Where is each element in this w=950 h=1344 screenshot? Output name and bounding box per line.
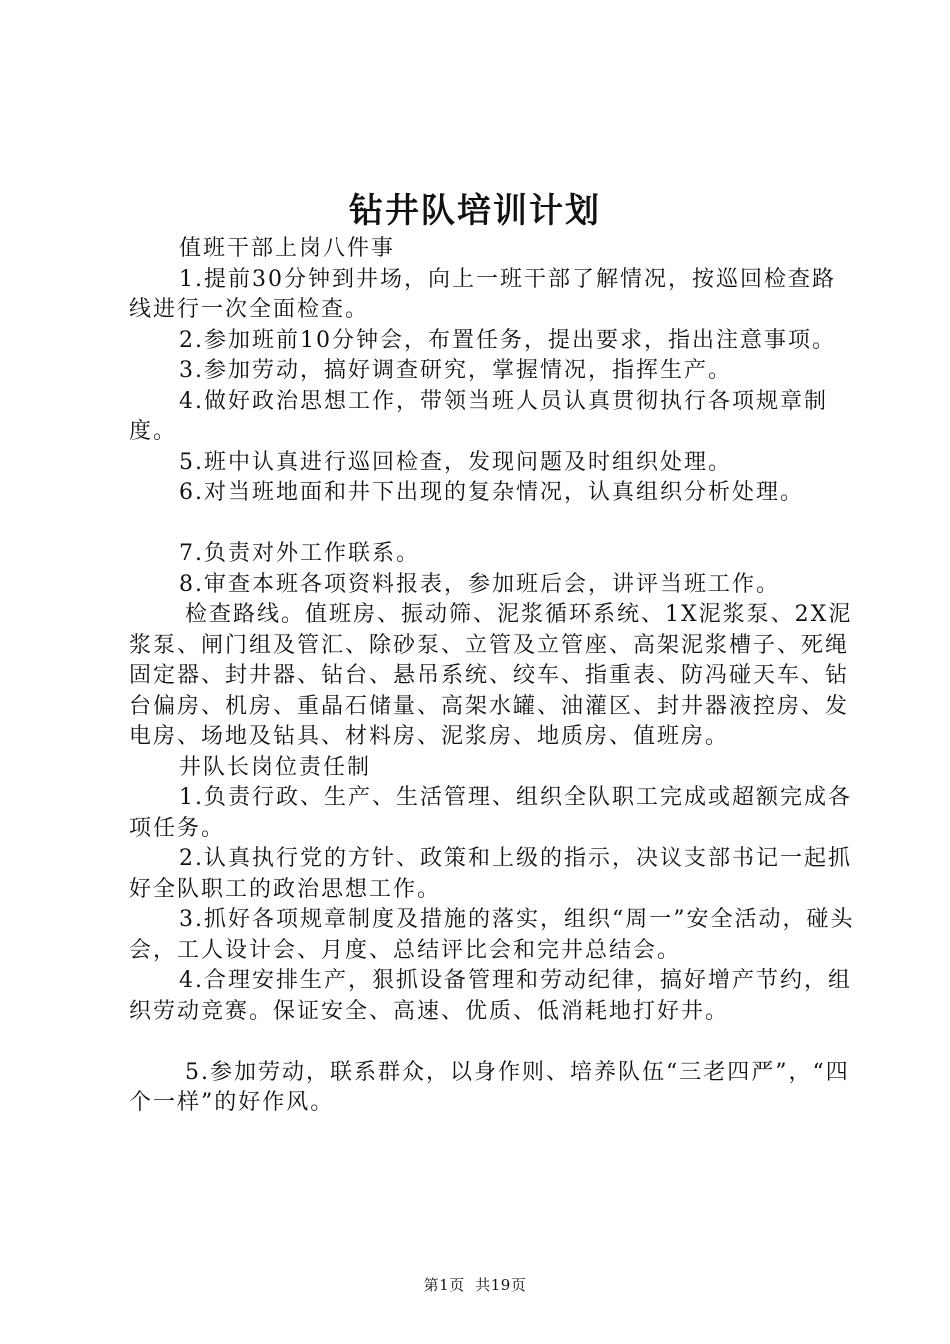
section-heading-duty-cadre: 值班干部上岗八件事 bbox=[179, 236, 396, 261]
duty-item-2: 2.参加班前10分钟会，布置任务，提出要求，指出注意事项。 bbox=[179, 327, 836, 353]
blank-line bbox=[129, 509, 857, 540]
captain-item-1: 1.负责行政、生产、生活管理、组织全队职工完成或超额完成各项任务。 bbox=[129, 785, 852, 841]
duty-item-6: 6.对当班地面和井下出现的复杂情况，认真组织分析处理。 bbox=[179, 480, 804, 505]
page-total: 共19页 bbox=[475, 1276, 527, 1294]
page-title: 钻井队培训计划 bbox=[349, 191, 601, 231]
captain-item-2: 2.认真执行党的方针、政策和上级的指示，决议支部书记一起抓好全队职工的政治思想工作。 bbox=[129, 846, 852, 902]
document-body bbox=[129, 234, 857, 1119]
captain-item-5: 5.参加劳动，联系群众，以身作则、培养队伍“三老四严”，“四个一样”的好作风。 bbox=[129, 1059, 850, 1115]
captain-item-3: 3.抓好各项规章制度及措施的落实，组织“周一”安全活动，碰头会，工人设计会、月度、总结评比会和完井总结会。 bbox=[129, 907, 855, 963]
page-number: 第1页 bbox=[423, 1276, 465, 1294]
duty-item-5: 5.班中认真进行巡回检查，发现问题及时组织处理。 bbox=[179, 449, 732, 475]
duty-item-1: 1.提前30分钟到井场，向上一班干部了解情况，按巡回检查路线进行一次全面检查。 bbox=[129, 266, 836, 322]
page-footer bbox=[0, 1274, 950, 1295]
duty-item-8: 8.审查本班各项资料报表，参加班后会，讲评当班工作。 bbox=[179, 571, 780, 597]
inspection-route: 检查路线。值班房、振动筛、泥浆循环系统、1X泥浆泵、2X泥浆泵、闸门组及管汇、除砂泵、立管及立管座、高架泥浆槽子、死绳固定器、封井器、钻台、悬吊系统、绞车、指重表、防冯碰天车、钻台偏房、机房、重晶石储量、高架水罐、油灌区、封井器液控房、发电房、场地及钻具、材料房、泥浆房、地质房、值班房。 bbox=[129, 602, 853, 749]
section-heading-captain: 井队长岗位责任制 bbox=[179, 754, 372, 780]
captain-item-4: 4.合理安排生产，狠抓设备管理和劳动纪律，搞好增产节约，组织劳动竞赛。保证安全、高速、优质、低消耗地打好井。 bbox=[129, 968, 852, 1024]
blank-line bbox=[129, 1027, 857, 1058]
duty-item-3: 3.参加劳动，搞好调查研究，掌握情况，指挥生产。 bbox=[179, 358, 732, 383]
duty-item-4: 4.做好政治思想工作，带领当班人员认真贯彻执行各项规章制度。 bbox=[129, 388, 828, 444]
duty-item-7: 7.负责对外工作联系。 bbox=[179, 541, 420, 566]
